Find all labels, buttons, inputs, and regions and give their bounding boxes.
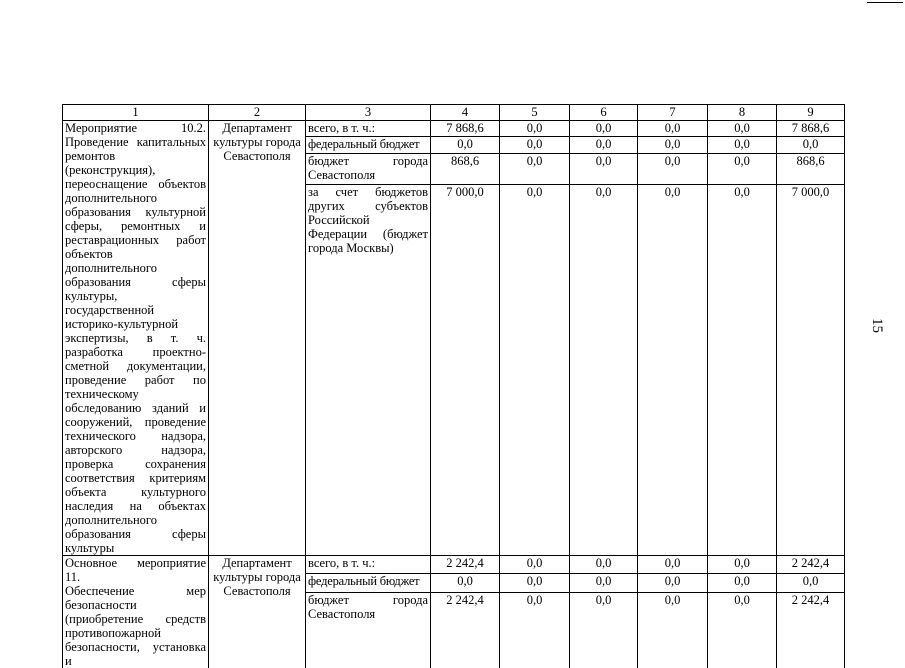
- source-cell: бюджет города Севастополя: [306, 592, 431, 668]
- executor-line: Севастополя: [211, 584, 303, 598]
- measure-number: Основное мероприятие 11.: [65, 556, 206, 584]
- header-cell: 3: [306, 105, 431, 121]
- source-cell: всего, в т. ч.:: [306, 121, 431, 137]
- header-cell: 8: [708, 105, 777, 121]
- value-cell: 0,0: [500, 184, 570, 555]
- measure-description: Обеспечение мер безопасности (приобретение средств противопожарной безопасности, установка и: [65, 584, 206, 668]
- header-cell: 5: [500, 105, 570, 121]
- executor-line: Севастополя: [211, 149, 303, 163]
- value-cell: 0,0: [570, 574, 638, 592]
- header-cell: 2: [209, 105, 306, 121]
- value-cell: 868,6: [431, 153, 500, 184]
- value-cell: 0,0: [431, 137, 500, 153]
- measure-description: Проведение капитальных ремонтов (реконструкция), переоснащение объектов дополнительного образования культурной сферы, ремонтных и реставрационных работ объектов дополнительного образования сферы культуры, государственной историко-культурной экспертизы, в т. ч. разработка проектно-сметной документации, проведение работ по техническому обследованию зданий и сооружений, проведение технического надзора, авторского надзора, проверка сохранения соответствия критериям объекта культурного наследия на объектах дополнительного образования сферы культуры: [65, 135, 206, 555]
- table-row: [63, 121, 845, 137]
- source-cell: всего, в т. ч.:: [306, 556, 431, 574]
- executor-cell: [209, 121, 306, 556]
- value-cell: 0,0: [638, 574, 708, 592]
- value-cell: 0,0: [570, 184, 638, 555]
- value-cell: 7 000,0: [431, 184, 500, 555]
- value-cell: 0,0: [708, 121, 777, 137]
- header-cell: 7: [638, 105, 708, 121]
- value-cell: 0,0: [570, 556, 638, 574]
- value-cell: 0,0: [431, 574, 500, 592]
- value-cell: 0,0: [500, 153, 570, 184]
- header-cell: 9: [777, 105, 845, 121]
- value-cell: 2 242,4: [431, 556, 500, 574]
- value-cell: 0,0: [638, 121, 708, 137]
- value-cell: 0,0: [500, 556, 570, 574]
- value-cell: 0,0: [708, 574, 777, 592]
- measure-cell: [63, 556, 209, 668]
- value-cell: 2 242,4: [777, 592, 845, 668]
- corner-rule: [867, 2, 903, 3]
- value-cell: 0,0: [638, 153, 708, 184]
- value-cell: 0,0: [570, 137, 638, 153]
- value-cell: 0,0: [500, 121, 570, 137]
- executor-cell: [209, 556, 306, 668]
- executor-line: Департамент: [211, 121, 303, 135]
- header-cell: 4: [431, 105, 500, 121]
- value-cell: 0,0: [708, 556, 777, 574]
- value-cell: 0,0: [708, 153, 777, 184]
- value-cell: 0,0: [708, 592, 777, 668]
- value-cell: 0,0: [500, 137, 570, 153]
- value-cell: 0,0: [570, 153, 638, 184]
- source-cell: федеральный бюджет: [306, 137, 431, 153]
- value-cell: 0,0: [777, 137, 845, 153]
- page-number: 15: [869, 318, 884, 333]
- header-cell: 6: [570, 105, 638, 121]
- header-cell: 1: [63, 105, 209, 121]
- header-row: [63, 105, 845, 121]
- value-cell: 7 868,6: [431, 121, 500, 137]
- value-cell: 0,0: [570, 121, 638, 137]
- measure-cell: [63, 121, 209, 556]
- executor-line: культуры города: [211, 570, 303, 584]
- value-cell: 0,0: [638, 137, 708, 153]
- table-row: [63, 556, 845, 574]
- executor-line: культуры города: [211, 135, 303, 149]
- value-cell: 0,0: [708, 137, 777, 153]
- value-cell: 7 868,6: [777, 121, 845, 137]
- source-cell: за счет бюджетов других субъектов Российской Федерации (бюджет города Москвы): [306, 184, 431, 555]
- value-cell: 0,0: [570, 592, 638, 668]
- value-cell: 0,0: [638, 184, 708, 555]
- value-cell: 0,0: [638, 592, 708, 668]
- value-cell: 0,0: [638, 556, 708, 574]
- value-cell: 0,0: [777, 574, 845, 592]
- value-cell: 0,0: [500, 592, 570, 668]
- source-cell: бюджет города Севастополя: [306, 153, 431, 184]
- executor-line: Департамент: [211, 556, 303, 570]
- measure-number: Мероприятие 10.2.: [65, 121, 206, 135]
- value-cell: 0,0: [500, 574, 570, 592]
- value-cell: 7 000,0: [777, 184, 845, 555]
- source-cell: федеральный бюджет: [306, 574, 431, 592]
- budget-table: [62, 104, 845, 668]
- value-cell: 868,6: [777, 153, 845, 184]
- value-cell: 2 242,4: [431, 592, 500, 668]
- value-cell: 2 242,4: [777, 556, 845, 574]
- value-cell: 0,0: [708, 184, 777, 555]
